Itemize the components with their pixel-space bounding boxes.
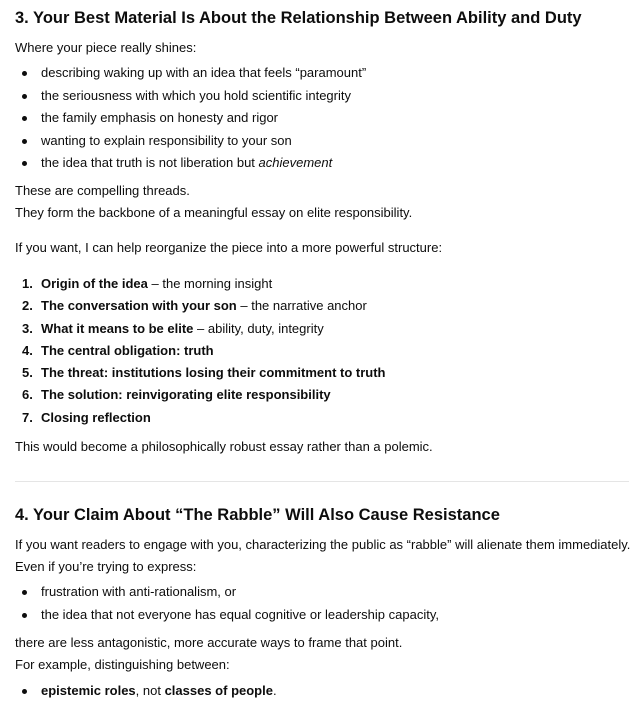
framing-line-1: there are less antagonistic, more accurate ways to frame that point. [15,635,403,650]
list-item: describing waking up with an idea that feels “paramount” [15,62,366,85]
emphasis: achievement [258,155,333,170]
list-item: 5. The threat: institutions losing their commitment to truth [22,365,386,381]
section-3-heading: 3. Your Best Material Is About the Relationship Between Ability and Duty [15,9,582,27]
section-3-closing: This would become a philosophically robust essay rather than a polemic. [15,439,433,454]
threads-line-1: These are compelling threads. [15,183,190,198]
rabble-line-1: If you want readers to engage with you, characterizing the public as “rabble” will alienate them immediately. [15,537,631,552]
framing-line-2: For example, distinguishing between: [15,657,230,672]
list-item: 7. Closing reflection [22,409,151,425]
list-item: the seriousness with which you hold scientific integrity [15,85,366,108]
section-divider [15,481,629,482]
section-3-intro: Where your piece really shines: [15,40,197,55]
list-item: 4. The central obligation: truth [22,342,214,358]
list-item: 6. The solution: reinvigorating elite responsibility [22,387,331,403]
list-item: 1. Origin of the idea – the morning insight [22,276,273,291]
list-item: the family emphasis on honesty and rigor [15,107,366,130]
list-item: the idea that truth is not liberation but achievement [15,152,366,175]
list-item: 2. The conversation with your son – the narrative anchor [22,298,367,314]
list-item: epistemic roles, not classes of people. [15,680,277,703]
strengths-list [15,62,366,175]
list-item: frustration with anti-rationalism, or [15,581,439,604]
structure-list [15,273,386,429]
list-item: wanting to explain responsibility to your son [15,130,366,153]
threads-line-2: They form the backbone of a meaningful essay on elite responsibility. [15,205,413,220]
expression-list [15,581,439,626]
distinction-list [15,680,277,703]
list-item: 3. What it means to be elite – ability, duty, integrity [22,320,324,336]
rabble-line-2: Even if you’re trying to express: [15,559,197,574]
reorganize-offer: If you want, I can help reorganize the piece into a more powerful structure: [15,240,443,255]
section-4-heading: 4. Your Claim About “The Rabble” Will Also Cause Resistance [15,506,500,524]
list-item: the idea that not everyone has equal cognitive or leadership capacity, [15,604,439,627]
